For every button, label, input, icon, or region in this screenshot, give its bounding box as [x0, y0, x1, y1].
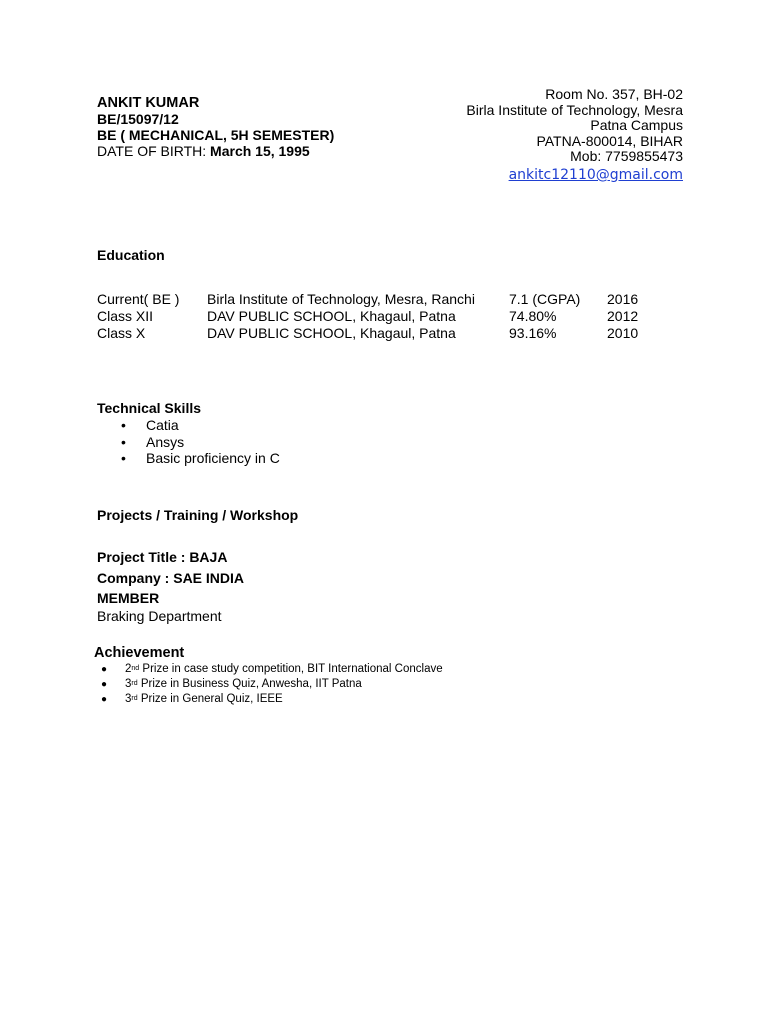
candidate-name: ANKIT KUMAR: [97, 95, 200, 111]
projects-heading: Projects / Training / Workshop: [97, 507, 299, 523]
bullet-icon: •: [121, 450, 126, 466]
bullet-icon: •: [121, 433, 126, 450]
mobile-number: Mob: 7759855473: [570, 148, 683, 165]
edu-score: 7.1 (CGPA): [509, 291, 581, 307]
project-company: Company : SAE INDIA: [97, 570, 245, 586]
skills-heading: Technical Skills: [97, 400, 202, 416]
edu-year: 2010: [607, 325, 639, 341]
list-item: [97, 417, 280, 434]
education-row: [0, 291, 768, 308]
achievement-heading: Achievement: [94, 645, 185, 661]
edu-level: Class XII: [97, 308, 154, 324]
roll-number: BE/15097/12: [97, 111, 179, 127]
date-of-birth: [97, 143, 334, 159]
achievement-rank-suffix: nd: [131, 665, 140, 672]
achievement-rank: 2: [125, 663, 132, 675]
bullet-icon: ●: [101, 694, 108, 705]
achievement-rank-suffix: rd: [131, 695, 138, 702]
skill-label: Basic proficiency in C: [146, 450, 280, 466]
bullet-icon: ●: [101, 664, 108, 675]
edu-institute: DAV PUBLIC SCHOOL, Khagaul, Patna: [207, 308, 456, 324]
address-line-4: PATNA-800014, BIHAR: [536, 132, 683, 149]
list-item: [97, 692, 443, 707]
edu-level: Class X: [97, 325, 146, 341]
achievement-text: Prize in case study competition, BIT International Conclave: [139, 663, 443, 675]
program: BE ( MECHANICAL, 5H SEMESTER): [97, 127, 335, 143]
achievement-rank-suffix: rd: [131, 680, 138, 687]
bullet-icon: ●: [101, 679, 108, 690]
achievement-list: [97, 662, 443, 707]
achievement-rank: 3: [125, 693, 132, 705]
achievement-rank: 3: [125, 678, 132, 690]
edu-score: 74.80%: [509, 308, 557, 324]
project-title: Project Title : BAJA: [97, 549, 228, 565]
list-item: [97, 662, 443, 677]
education-heading: Education: [97, 247, 165, 263]
dob-label: DATE OF BIRTH:: [97, 143, 211, 159]
achievement-text: Prize in Business Quiz, Anwesha, IIT Patna: [137, 678, 362, 690]
address-block: [466, 87, 683, 184]
education-row: [0, 308, 768, 325]
project-department: Braking Department: [97, 608, 222, 624]
list-item: [97, 677, 443, 692]
project-role: MEMBER: [97, 590, 160, 606]
address-line-3: Patna Campus: [590, 117, 683, 134]
edu-score: 93.16%: [509, 325, 557, 341]
edu-institute: DAV PUBLIC SCHOOL, Khagaul, Patna: [207, 325, 456, 341]
achievement-text: Prize in General Quiz, IEEE: [137, 693, 283, 705]
bullet-icon: •: [121, 417, 126, 433]
education-row: [0, 325, 768, 342]
edu-year: 2016: [607, 291, 639, 307]
edu-level: Current( BE ): [97, 291, 180, 307]
address-line-2: Birla Institute of Technology, Mesra: [466, 101, 683, 118]
email-link[interactable]: ankitc12110@gmail.com: [508, 166, 683, 183]
edu-year: 2012: [607, 308, 639, 324]
dob-value: March 15, 1995: [210, 143, 310, 159]
skill-label: Ansys: [146, 433, 185, 450]
skill-label: Catia: [146, 417, 179, 433]
skills-list: [97, 417, 280, 467]
edu-institute: Birla Institute of Technology, Mesra, Ranchi: [207, 291, 475, 307]
list-item: [97, 450, 280, 467]
personal-info: [97, 95, 334, 159]
list-item: [97, 434, 280, 451]
address-line-1: Room No. 357, BH-02: [545, 86, 683, 102]
